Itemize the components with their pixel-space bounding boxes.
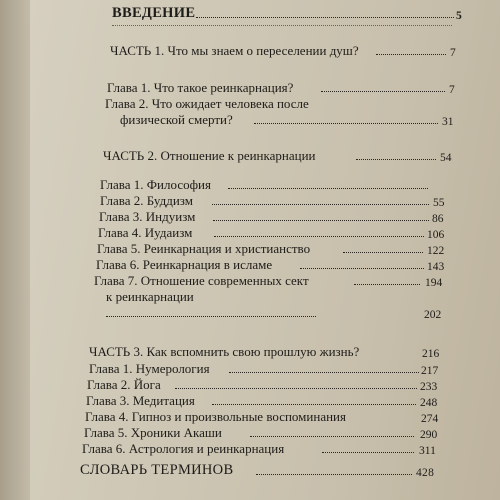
- toc-leader: [175, 388, 417, 389]
- toc-label: ЧАСТЬ 1. Что мы знаем о переселении душ?: [110, 43, 359, 58]
- toc-label: Глава 5. Реинкарнация и христианство: [97, 241, 311, 256]
- toc-leader: [214, 236, 424, 237]
- toc-leader: [212, 404, 416, 405]
- toc-page-number: 202: [424, 309, 442, 321]
- toc-page-number: 7: [450, 47, 456, 59]
- toc-leader: [256, 474, 412, 475]
- toc-label: ЧАСТЬ 2. Отношение к реинкарнации: [103, 148, 316, 163]
- toc-label: Глава 2. Буддизм: [100, 193, 193, 208]
- toc-page-number: 233: [420, 381, 438, 393]
- toc-page-number: 216: [422, 348, 440, 360]
- toc-label: Глава 6. Астрология и реинкарнация: [82, 441, 285, 456]
- toc-label: Глава 6. Реинкарнация в исламе: [96, 257, 273, 272]
- toc-label: Глава 4. Иудаизм: [98, 225, 193, 240]
- toc-page-number: 217: [421, 365, 439, 377]
- toc-label: Глава 4. Гипноз и произвольные воспоминания: [85, 409, 346, 424]
- toc-label: Глава 1. Нумерология: [89, 361, 210, 376]
- toc-label: ВВЕДЕНИЕ: [112, 5, 196, 21]
- top-rule: [112, 25, 452, 26]
- toc-page-number: 86: [432, 213, 444, 225]
- toc-label: к реинкарнации: [106, 289, 194, 304]
- toc-label: Глава 1. Философия: [100, 177, 211, 192]
- toc-leader: [354, 284, 420, 285]
- toc-leader: [300, 268, 424, 269]
- toc-page-number: 274: [421, 413, 439, 425]
- toc-page-number: 428: [416, 467, 435, 479]
- toc-page-number: 194: [425, 277, 443, 289]
- toc-label: Глава 3. Медитация: [86, 393, 195, 408]
- toc-leader: [322, 452, 414, 453]
- toc-page-number: 54: [440, 152, 452, 164]
- toc-leader: [356, 159, 436, 160]
- toc-leader: [321, 91, 445, 92]
- toc-leader: [250, 436, 414, 437]
- toc-label: ЧАСТЬ 3. Как вспомнить свою прошлую жизнь?: [89, 344, 360, 359]
- toc-label: Глава 2. Йога: [87, 377, 161, 392]
- toc-leader: [213, 220, 429, 221]
- toc-leader: [376, 54, 446, 55]
- toc-page-number: 143: [427, 261, 445, 273]
- toc-page-number: 5: [456, 10, 463, 22]
- toc-leader: [212, 204, 429, 205]
- toc-leader: [228, 188, 428, 189]
- toc-page-number: 311: [419, 445, 436, 457]
- toc-label: Глава 7. Отношение современных сект: [94, 273, 309, 288]
- toc-leader: [254, 123, 438, 124]
- toc-label: Глава 3. Индуизм: [99, 209, 196, 224]
- toc-page-number: 55: [433, 197, 445, 209]
- toc-page-number: 7: [449, 84, 455, 96]
- toc-leader: [343, 252, 423, 253]
- toc-label: СЛОВАРЬ ТЕРМИНОВ: [80, 462, 234, 478]
- toc-label: Глава 2. Что ожидает человека после: [105, 96, 309, 111]
- toc-leader: [196, 17, 454, 18]
- toc-leader: [229, 372, 419, 373]
- toc-leader: [106, 316, 316, 317]
- toc-page-number: 31: [442, 116, 454, 128]
- toc-page-number: 122: [427, 245, 445, 257]
- page-gutter: [0, 0, 30, 500]
- toc-page-number: 248: [420, 397, 438, 409]
- toc-page-number: 106: [427, 229, 445, 241]
- toc-label: Глава 1. Что такое реинкарнация?: [107, 80, 294, 95]
- toc-label: Глава 5. Хроники Акаши: [84, 425, 222, 440]
- toc-label: физической смерти?: [120, 112, 233, 127]
- toc-page-number: 290: [420, 429, 438, 441]
